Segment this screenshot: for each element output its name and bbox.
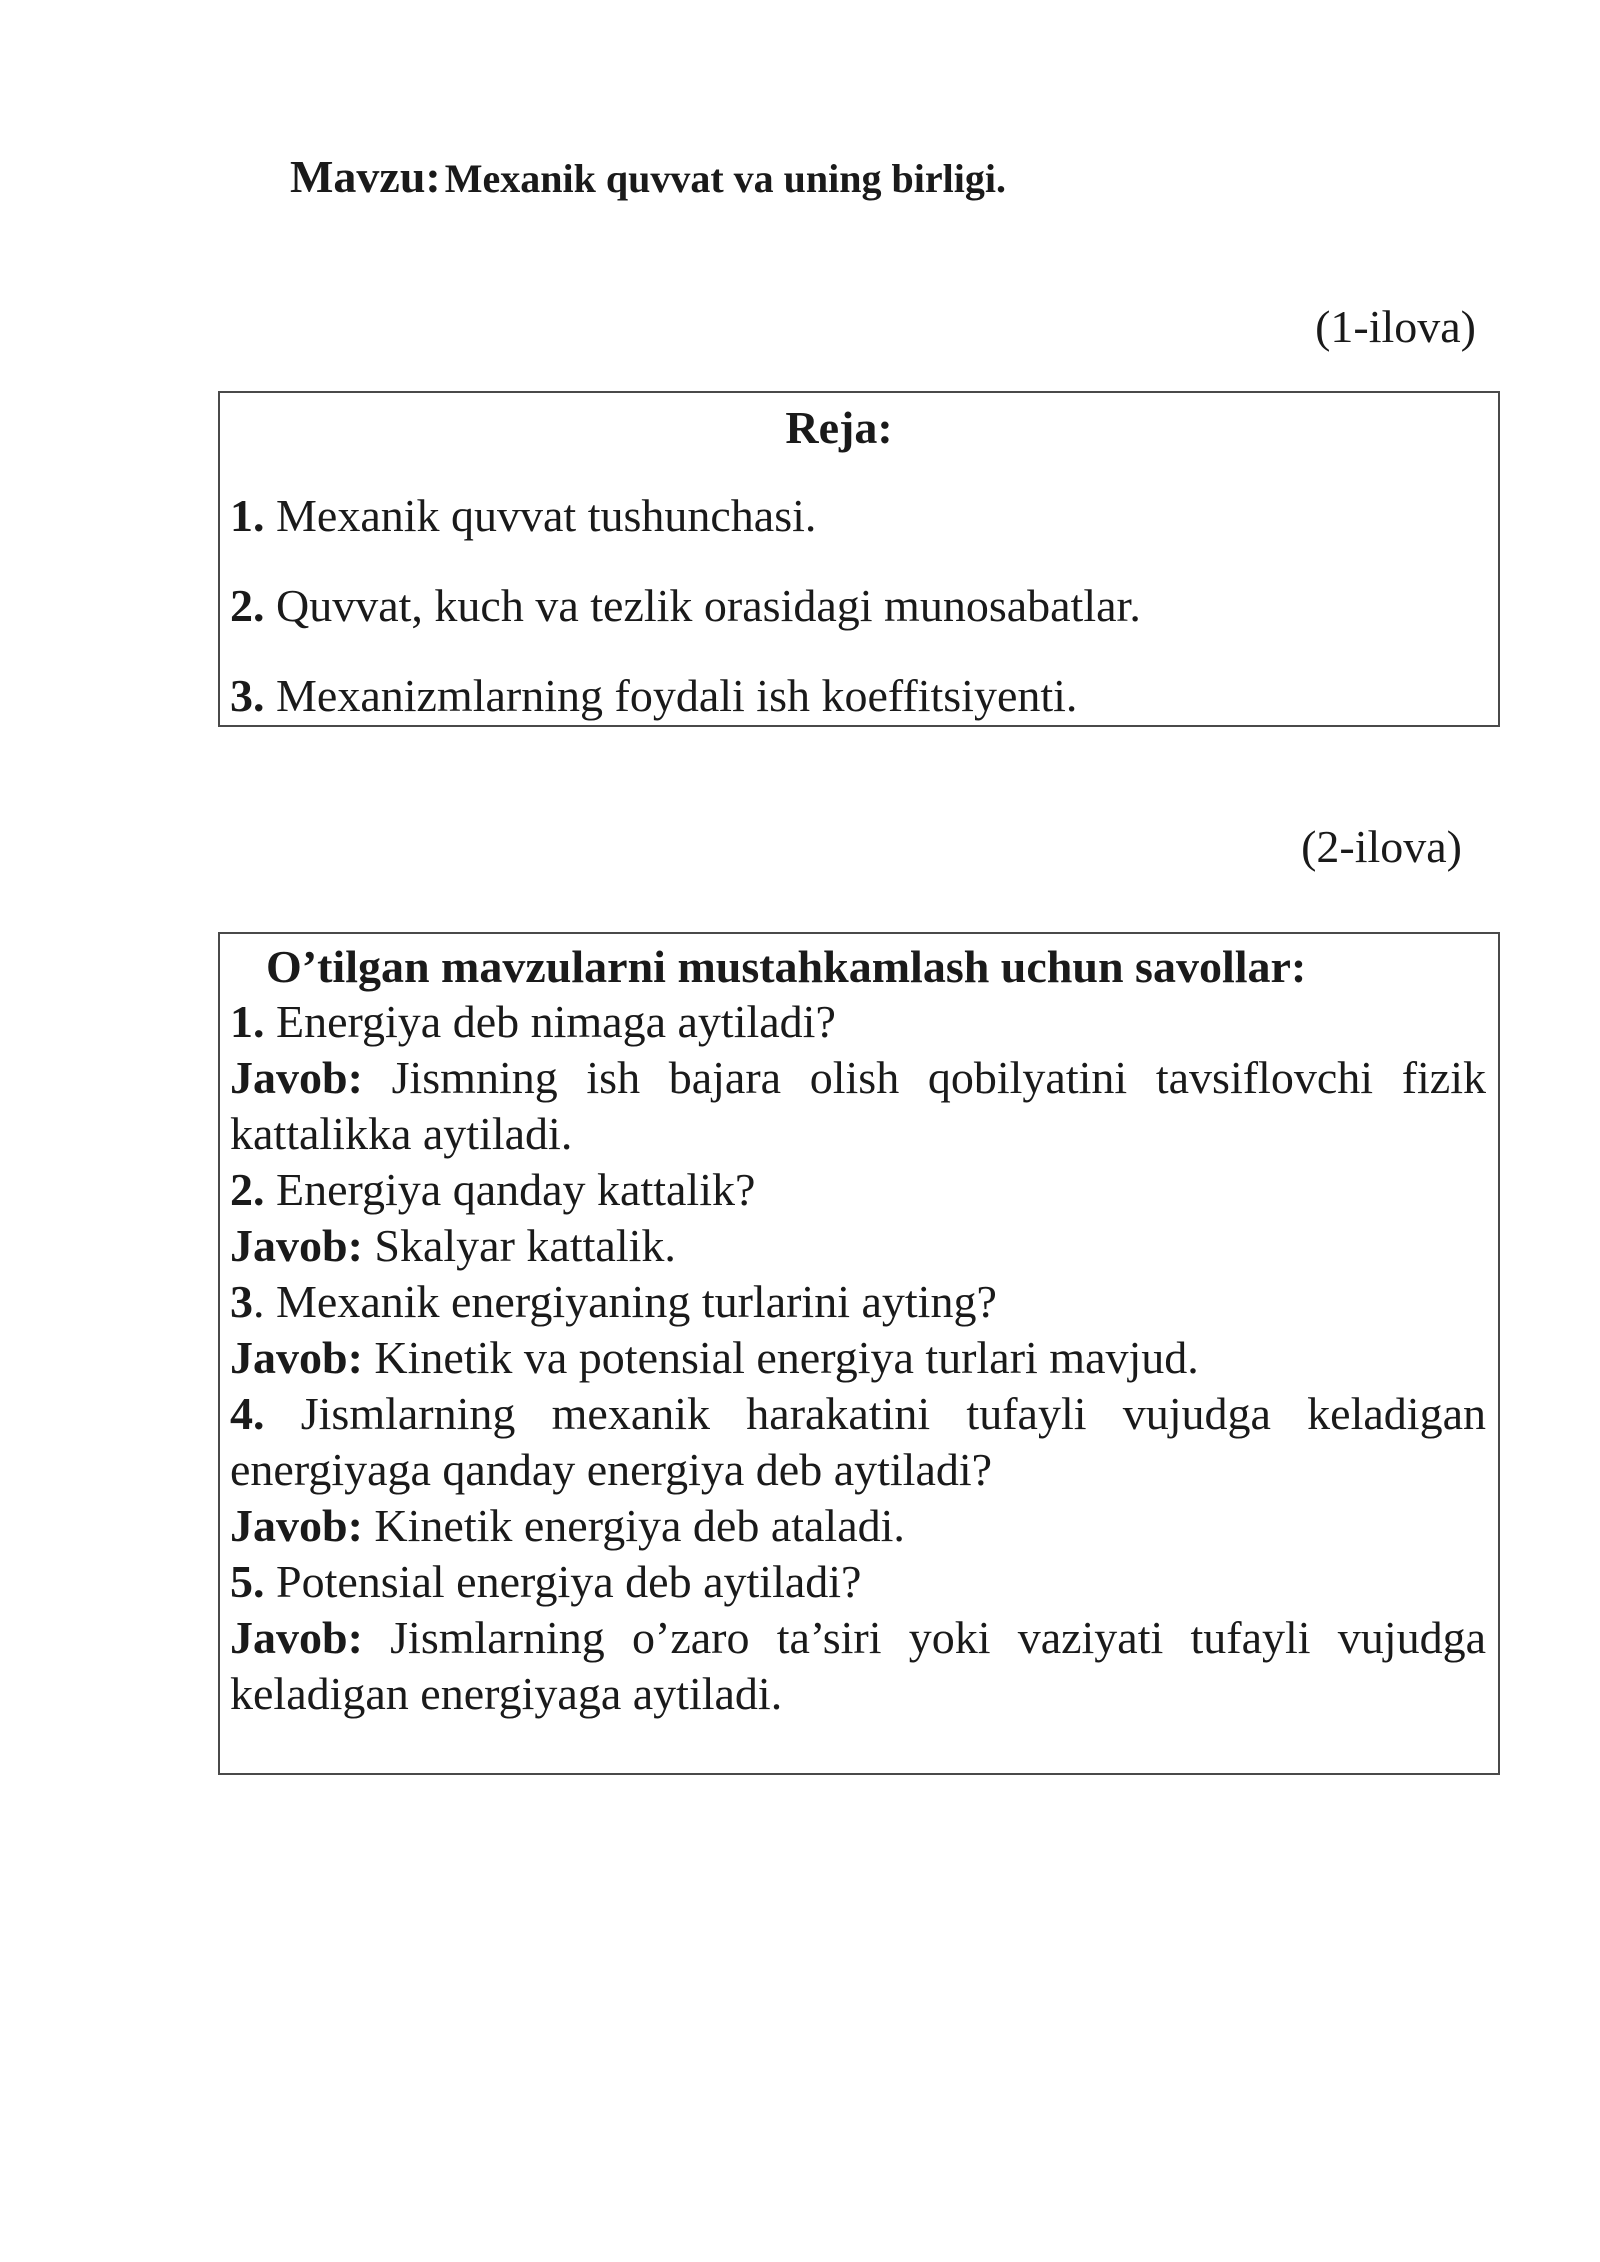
answer-line (230, 1610, 1486, 1722)
plan-item-number: 2. (230, 580, 265, 631)
answer-text: Jismning ish bajara olish qobilyatini tavsiflovchi fizik kattalikka aytiladi. (230, 1052, 1486, 1159)
answer-text: Kinetik va potensial energiya turlari mavjud. (374, 1332, 1199, 1383)
question-line (230, 994, 1486, 1050)
questions-box (218, 932, 1500, 1775)
question-line (230, 1162, 1486, 1218)
question-text: Energiya deb nimaga aytiladi? (276, 996, 836, 1047)
question-text: Potensial energiya deb aytiladi? (276, 1556, 862, 1607)
question-number: 1. (230, 996, 265, 1047)
questions-heading: O’tilgan mavzularni mustahkamlash uchun savollar: (266, 941, 1307, 992)
plan-item (230, 489, 816, 542)
plan-heading: Reja: (785, 402, 893, 453)
question-text: . Mexanik energiyaning turlarini ayting? (253, 1276, 997, 1327)
plan-item-number: 3. (230, 670, 265, 721)
plan-item-text: Quvvat, kuch va tezlik orasidagi munosabatlar. (276, 580, 1141, 631)
question-line (230, 1554, 1486, 1610)
appendix-1-label: (1-ilova) (1315, 301, 1476, 352)
plan-item (230, 579, 1141, 632)
answer-text: Skalyar kattalik. (374, 1220, 676, 1271)
answer-label: Javob: (230, 1500, 363, 1551)
question-line (230, 1386, 1486, 1498)
plan-item-text: Mexanizmlarning foydali ish koeffitsiyenti. (276, 670, 1078, 721)
plan-box (218, 391, 1500, 727)
plan-item (230, 669, 1077, 722)
page-title (290, 150, 1006, 203)
appendix-2-label: (2-ilova) (1301, 821, 1462, 872)
plan-item-text: Mexanik quvvat tushunchasi. (276, 490, 817, 541)
question-number: 2. (230, 1164, 265, 1215)
answer-label: Javob: (230, 1612, 363, 1663)
question-line (230, 1274, 1486, 1330)
question-number: 3 (230, 1276, 253, 1327)
answer-label: Javob: (230, 1052, 363, 1103)
plan-item-number: 1. (230, 490, 265, 541)
questions-list (230, 994, 1486, 1722)
answer-label: Javob: (230, 1220, 363, 1271)
question-text: Jismlarning mexanik harakatini tufayli vujudga keladigan energiyaga qanday energiya deb aytiladi? (230, 1388, 1486, 1495)
answer-line (230, 1218, 1486, 1274)
answer-line (230, 1330, 1486, 1386)
topic-text: Mexanik quvvat va uning birligi. (444, 156, 1006, 201)
answer-text: Jismlarning o’zaro ta’siri yoki vaziyati tufayli vujudga keladigan energiyaga aytiladi. (230, 1612, 1486, 1719)
question-text: Energiya qanday kattalik? (276, 1164, 756, 1215)
answer-label: Javob: (230, 1332, 363, 1383)
answer-line (230, 1498, 1486, 1554)
answer-text: Kinetik energiya deb ataladi. (374, 1500, 905, 1551)
question-number: 4. (230, 1388, 265, 1439)
topic-label: Mavzu: (290, 151, 441, 202)
answer-line (230, 1050, 1486, 1162)
question-number: 5. (230, 1556, 265, 1607)
